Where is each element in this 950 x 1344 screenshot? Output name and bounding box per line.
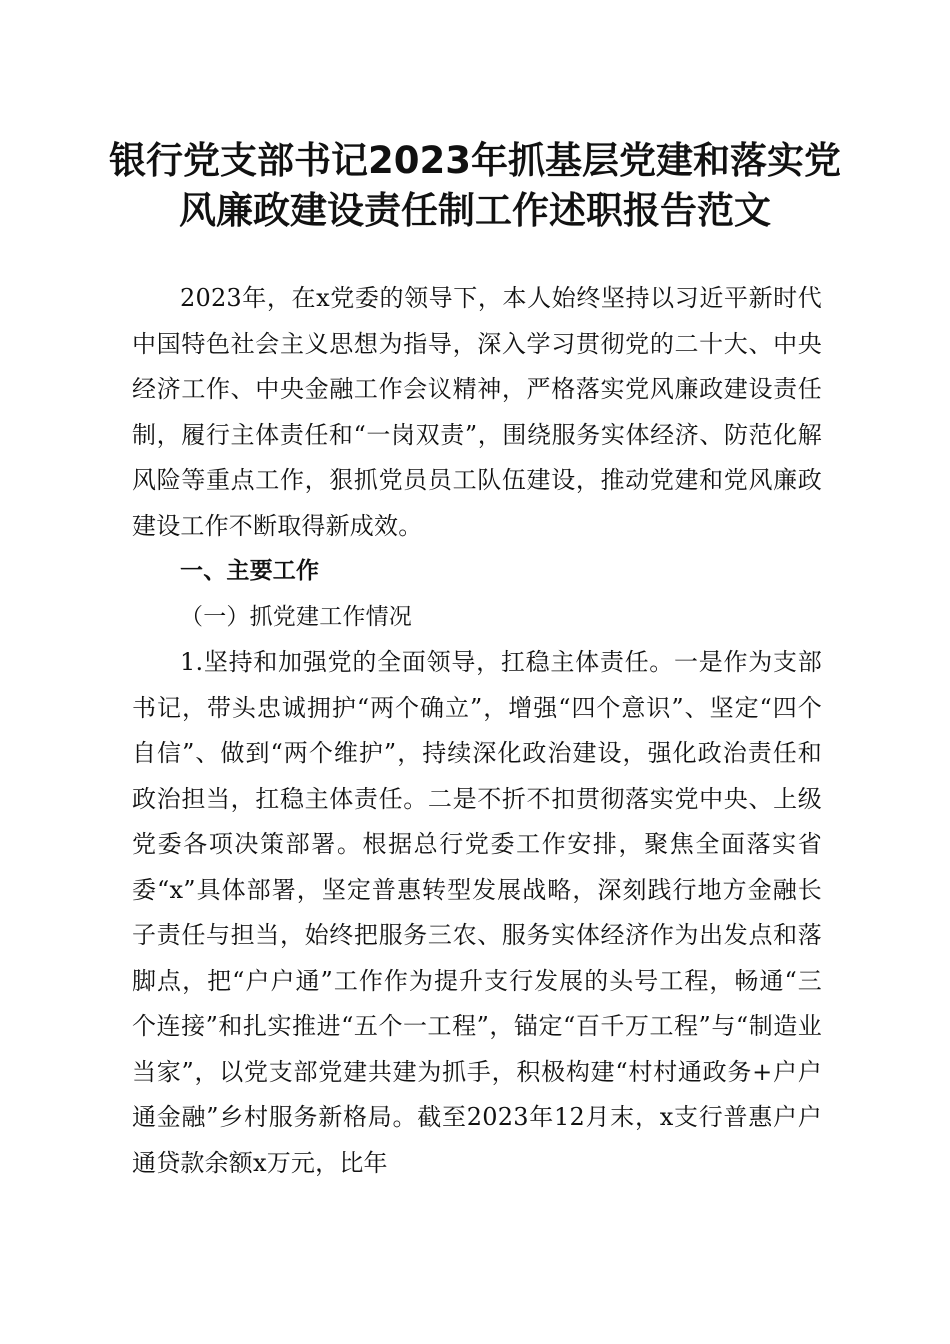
- paragraph-leadership: 1.坚持和加强党的全面领导，扛稳主体责任。一是作为支部书记，带头忠诚拥护“两个确立”，增强“四个意识”、坚定“四个自信”、做到“两个维护”，持续深化政治建设，强化政治责任和政治担当，扛稳主体责任。二是不折不扣贯彻落实党中央、上级党委各项决策部署。根据总行党委工作安排，聚焦全面落实省委“x”具体部署，坚定普惠转型发展战略，深刻践行地方金融长子责任与担当，始终把服务三农、服务实体经济作为出发点和落脚点，把“户户通”工作作为提升支行发展的头号工程，畅通“三个连接”和扎实推进“五个一工程”，锚定“百千万工程”与“制造业当家”，以党支部党建共建为抓手，积极构建“村村通政务+户户通金融”乡村服务新格局。截至2023年12月末，x支行普惠户户通贷款余额x万元，比年: [132, 648, 822, 1177]
- section-heading-main-work: 一、主要工作: [180, 558, 320, 584]
- title-line-2: 风廉政建设责任制工作述职报告范文: [179, 189, 771, 232]
- title-line-1: 银行党支部书记2023年抓基层党建和落实党: [109, 139, 841, 182]
- intro-paragraph: 2023年，在x党委的领导下，本人始终坚持以习近平新时代中国特色社会主义思想为指导，深入学习贯彻党的二十大、中央经济工作、中央金融工作会议精神，严格落实党风廉政建设责任制，履行主体责任和“一岗双责”，围绕服务实体经济、防范化解风险等重点工作，狠抓党员员工队伍建设，推动党建和党风廉政建设工作不断取得新成效。: [132, 284, 822, 540]
- document-body: [132, 276, 822, 1186]
- subsection-heading-party-building: （一）抓党建工作情况: [180, 603, 412, 630]
- document-title: [80, 136, 870, 236]
